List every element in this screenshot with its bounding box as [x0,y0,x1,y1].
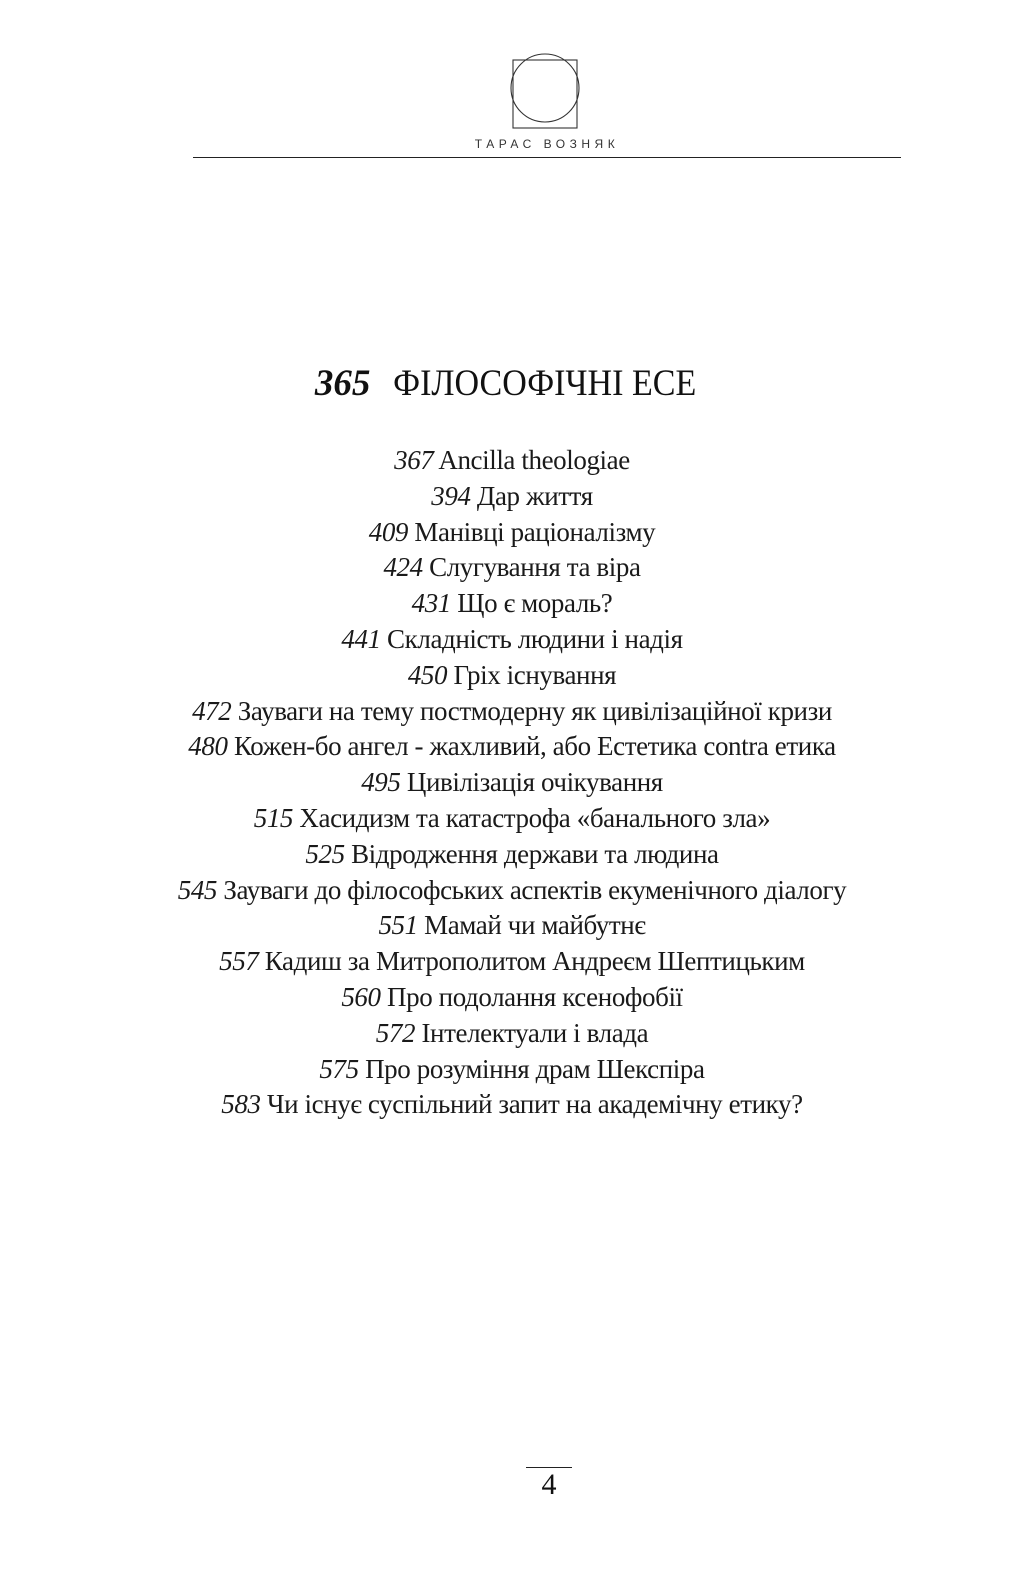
toc-page-number: 575 [319,1053,359,1084]
toc-entry-sluhuvannia-ta-vira [0,550,1024,586]
toc-title: Зауваги на тему постмодерну як цивілізаційної кризи [237,695,832,726]
toc-entry-dar-zhyttia [0,479,1024,515]
toc-entry-ksenofobiia [0,980,1024,1016]
toc-entry-ekumenichnyi-dialoh [0,873,1024,909]
toc-entry-tsyvilizatsiia-ochikuvannia [0,765,1024,801]
toc-entry-intelektualy-i-vlada [0,1016,1024,1052]
toc-page-number: 409 [368,516,409,547]
toc-title: Зауваги до філософських аспектів екуменічного діалогу [223,874,847,905]
toc-page-number: 572 [375,1017,416,1048]
toc-page-number: 480 [188,731,228,762]
toc-entry-ancilla-theologiae [0,443,1024,479]
toc-entry-skladnist-liudyny [0,622,1024,658]
toc-title: Що є мораль? [457,588,613,619]
section-page-number: 365 [314,363,371,404]
toc-entry-hrikh-isnuvannia [0,658,1024,694]
toc-entry-akademichna-etyka [0,1087,1024,1123]
toc-entry-dramy-shekspira [0,1052,1024,1088]
toc-title: Про розуміння драм Шекспіра [365,1053,705,1084]
section-heading [0,362,1024,406]
running-header-author: ТАРАС ВОЗНЯК [474,137,620,151]
toc-title: Хасидизм та катастрофа «банального зла» [299,802,771,833]
toc-entry-kadysh-sheptytskyi [0,944,1024,980]
toc-title: Цивілізація очікування [406,767,663,798]
toc-title: Кадиш за Митрополитом Андреєм Шептицьким [264,946,805,977]
toc-page-number: 367 [394,445,434,475]
toc-entry-vidrodzhennia-derzhavy [0,837,1024,873]
toc-entry-zauvahy-postmodern [0,694,1024,730]
toc-page-number: 441 [341,623,381,654]
toc-title: Кожен-бо ангел - жахливий, або Естетика contra етика [233,731,836,762]
page-number: 4 [541,1468,557,1501]
toc-page-number: 495 [361,767,401,798]
toc-page-number: 515 [253,802,294,833]
toc-title: Манівці раціоналізму [414,516,656,547]
table-of-contents [0,443,1024,1123]
toc-title: Відродження держави та людина [351,838,719,869]
toc-title: Мамай чи майбутнє [424,910,646,941]
toc-entry-manivtsi-ratsionalizmu [0,515,1024,551]
toc-title: Ancilla theologiae [438,445,630,475]
toc-page-number: 583 [221,1089,261,1120]
toc-page-number: 424 [383,552,423,583]
toc-page-number: 394 [431,480,471,511]
toc-title: Про подолання ксенофобії [387,981,683,1012]
toc-page-number: 551 [378,910,418,941]
toc-page-number: 560 [341,981,381,1012]
toc-title: Складність людини і надія [387,623,683,654]
toc-page-number: 557 [219,946,259,977]
toc-page-number: 431 [411,588,451,619]
section-title: ФІЛОСОФІЧНІ ЕСЕ [392,363,696,404]
toc-title: Чи існує суспільний запит на академічну етику? [266,1089,803,1120]
toc-page-number: 545 [177,874,218,905]
toc-entry-shcho-ye-moral [0,586,1024,622]
toc-entry-khasydyzm [0,801,1024,837]
emblem-circle-square-icon [510,46,580,134]
toc-page-number: 450 [407,659,448,690]
toc-title: Дар життя [476,480,593,511]
toc-title: Слугування та віра [429,552,641,583]
toc-page-number: 472 [192,695,232,726]
toc-title: Гріх існування [453,659,617,690]
toc-entry-kozhen-bo-anhel [0,729,1024,765]
header-divider [193,157,901,158]
toc-page-number: 525 [305,838,345,869]
toc-entry-mamai-chy-maibutnie [0,908,1024,944]
toc-title: Інтелектуали і влада [421,1017,649,1048]
